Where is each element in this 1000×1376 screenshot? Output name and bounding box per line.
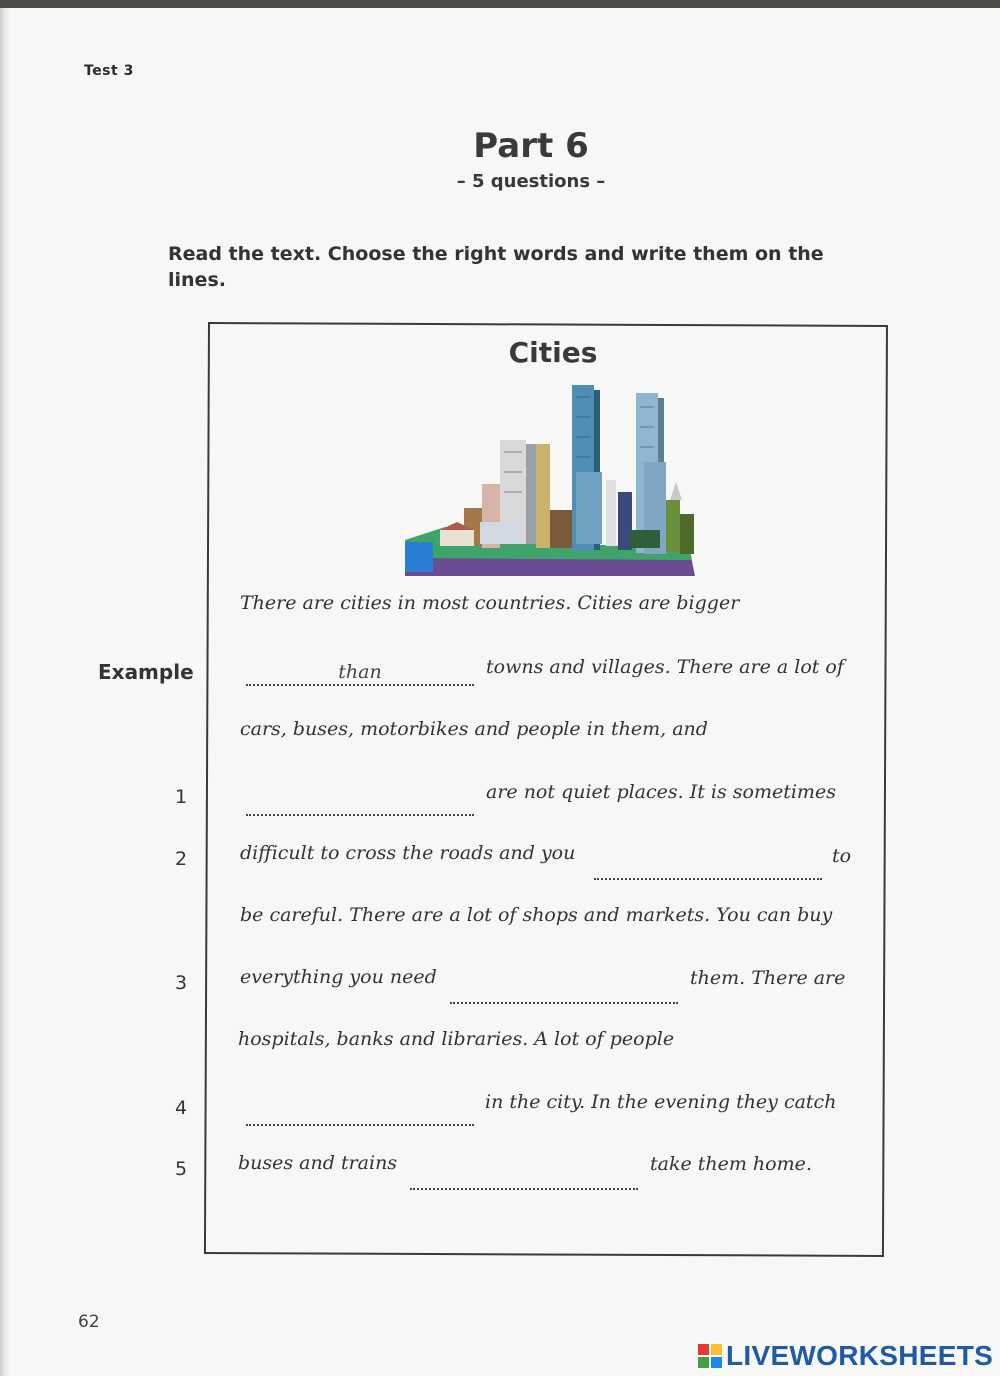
part-subtitle: – 5 questions – — [456, 171, 606, 192]
passage-line-q3-before: everything you need — [240, 966, 437, 988]
scan-top-edge — [0, 0, 1000, 8]
passage-line-q3-after: them. There are — [690, 967, 846, 989]
passage-line-intro: There are cities in most countries. Cities are bigger — [240, 592, 740, 614]
passage-line: hospitals, banks and libraries. A lot of people — [238, 1028, 675, 1050]
question-number-2: 2 — [175, 848, 188, 870]
passage-line-q1: are not quiet places. It is sometimes — [486, 781, 836, 803]
question-number-4: 4 — [175, 1097, 188, 1119]
passage-line-example: towns and villages. There are a lot of — [486, 656, 844, 678]
book-binding-edge — [0, 8, 10, 1376]
passage-title: Cities — [508, 336, 598, 369]
passage-line-q2-after: to — [832, 845, 852, 867]
instructions: Read the text. Choose the right words and write them on the lines. — [168, 243, 824, 291]
city-skyline-illustration — [400, 382, 700, 582]
houses — [440, 530, 474, 546]
passage-line-q2-before: difficult to cross the roads and you — [240, 842, 576, 864]
part-title: Part 6 — [473, 126, 589, 166]
question-number-1: 1 — [175, 786, 188, 808]
test-label: Test 3 — [84, 63, 134, 79]
answer-gap-1[interactable] — [246, 792, 474, 816]
brand-name: LIVEWORKSHEETS — [726, 1340, 994, 1371]
question-number-3: 3 — [175, 972, 188, 994]
building-blue-mid — [576, 472, 602, 544]
answer-gap-4[interactable] — [246, 1102, 474, 1126]
passage-line: cars, buses, motorbikes and people in them, and — [240, 718, 708, 740]
passage-line: be careful. There are a lot of shops and markets. You can buy — [240, 904, 833, 926]
example-answer: than — [246, 662, 474, 686]
question-number-5: 5 — [175, 1158, 188, 1180]
answer-gap-3[interactable] — [450, 980, 678, 1004]
passage-line-q5-after: take them home. — [650, 1153, 812, 1175]
passage-line-q5-before: buses and trains — [238, 1152, 398, 1174]
water — [405, 542, 433, 572]
logo-blocks-icon — [698, 1344, 722, 1368]
liveworksheets-logo — [698, 1340, 993, 1372]
page-number: 62 — [78, 1312, 100, 1332]
example-label: Example — [98, 660, 194, 684]
passage-line-q4: in the city. In the evening they catch — [485, 1091, 837, 1113]
building-gold — [536, 444, 550, 548]
answer-gap-5[interactable] — [410, 1166, 638, 1190]
answer-gap-2[interactable] — [594, 856, 822, 880]
